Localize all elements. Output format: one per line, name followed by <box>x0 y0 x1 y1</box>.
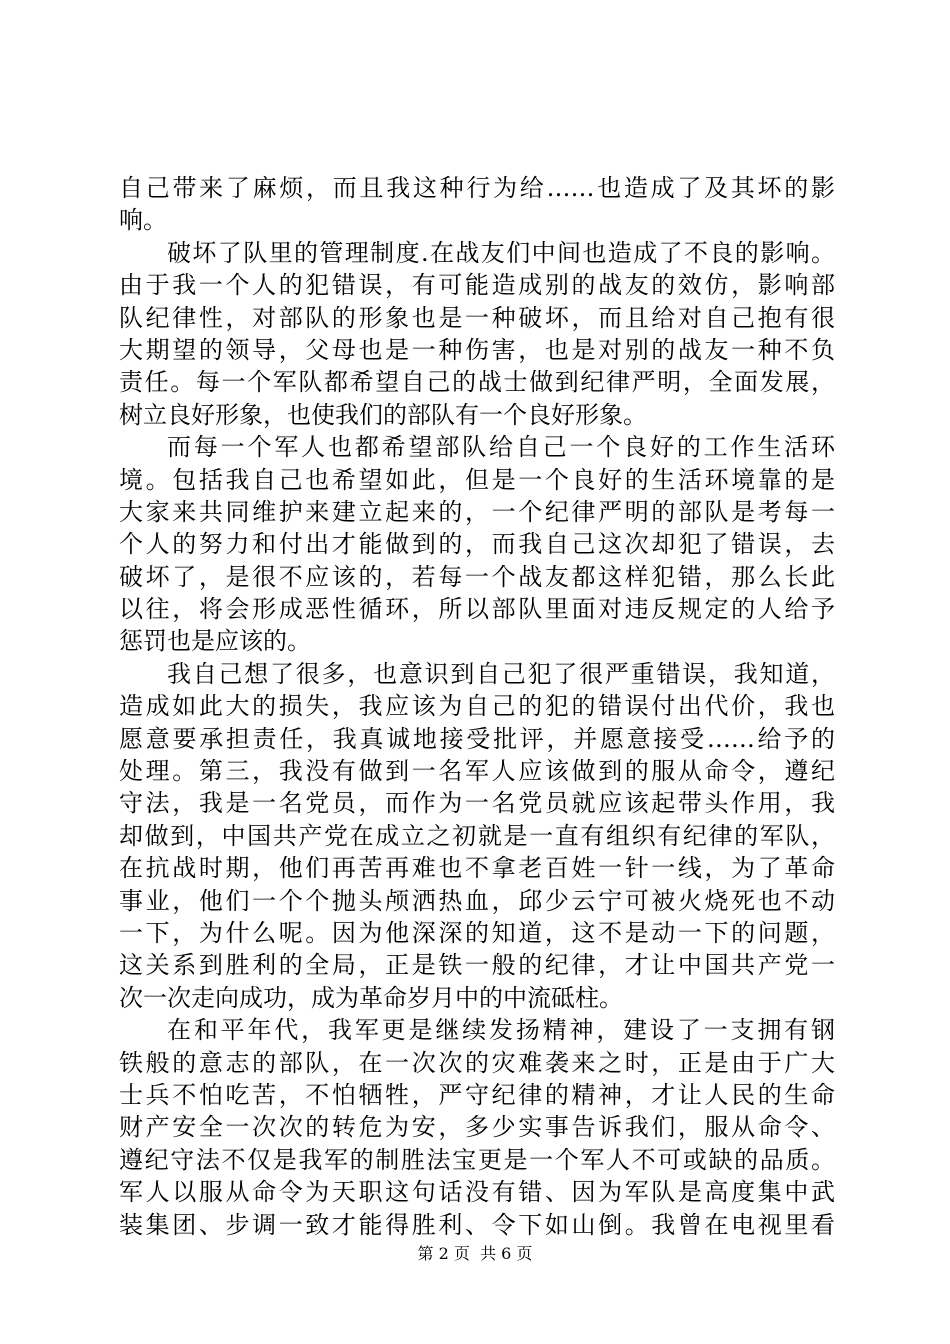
paragraph <box>119 237 835 431</box>
text-line: 遵纪守法不仅是我军的制胜法宝更是一个军人不可或缺的品质。 <box>119 1145 835 1174</box>
text-line: 守法，我是一名党员，而作为一名党员就应该起带头作用，我 <box>119 789 835 818</box>
text-line: 个人的努力和付出才能做到的，而我自己这次却犯了错误，去 <box>119 530 835 559</box>
text-line: 却做到，中国共产党在成立之初就是一直有组织有纪律的军队， <box>119 821 835 850</box>
text-line: 造成如此大的损失，我应该为自己的犯的错误付出代价，我也 <box>119 692 835 721</box>
text-line: 自己带来了麻烦，而且我这种行为给……也造成了及其坏的影 <box>119 174 835 202</box>
text-line: 一下，为什么呢。因为他深深的知道，这不是动一下的问题， <box>119 918 835 947</box>
text-line: 财产安全一次次的转危为安，多少实事告诉我们，服从命令、 <box>119 1113 835 1142</box>
text-line: 军人以服从命令为天职这句话没有错、因为军队是高度集中武 <box>119 1178 835 1207</box>
paragraph <box>119 658 835 1014</box>
text-line: 事业，他们一个个抛头颅洒热血，邱少云宁可被火烧死也不动 <box>119 886 835 915</box>
text-line: 大期望的领导，父母也是一种伤害，也是对别的战友一种不负 <box>119 335 835 364</box>
document-body <box>119 172 835 1241</box>
paragraph <box>119 1014 835 1241</box>
text-line: 士兵不怕吃苦，不怕牺牲，严守纪律的精神，才让人民的生命 <box>119 1080 835 1109</box>
text-line: 惩罚也是应该的。 <box>119 627 311 656</box>
text-line: 在抗战时期，他们再苦再难也不拿老百姓一针一线，为了革命 <box>119 854 835 883</box>
text-line: 而每一个军人也都希望部队给自己一个良好的工作生活环 <box>167 433 835 462</box>
paragraph <box>119 172 835 237</box>
text-line: 队纪律性，对部队的形象也是一种破坏，而且给对自己抱有很 <box>119 303 835 332</box>
text-line: 响。 <box>119 206 167 235</box>
page-footer: 第 2 页 共 6 页 <box>417 1244 533 1263</box>
text-line: 铁般的意志的部队，在一次次的灾难袭来之时，正是由于广大 <box>119 1048 835 1077</box>
text-line: 树立良好形象，也使我们的部队有一个良好形象。 <box>119 400 647 429</box>
text-line: 由于我一个人的犯错误，有可能造成别的战友的效仿，影响部 <box>119 271 835 300</box>
text-line: 我自己想了很多，也意识到自己犯了很严重错误，我知道， <box>167 659 835 688</box>
text-line: 处理。第三，我没有做到一名军人应该做到的服从命令，遵纪 <box>119 757 835 786</box>
text-line: 在和平年代，我军更是继续发扬精神，建设了一支拥有钢 <box>167 1016 835 1045</box>
text-line: 破坏了队里的管理制度.在战友们中间也造成了不良的影响。 <box>167 238 835 267</box>
text-line: 以往，将会形成恶性循环，所以部队里面对违反规定的人给予 <box>119 595 835 624</box>
text-line: 这关系到胜利的全局，正是铁一般的纪律，才让中国共产党一 <box>119 951 835 980</box>
text-line: 境。包括我自己也希望如此，但是一个良好的生活环境靠的是 <box>119 465 835 494</box>
text-line: 责任。每一个军队都希望自己的战士做到纪律严明，全面发展， <box>119 368 835 397</box>
text-line: 装集团、步调一致才能得胜利、令下如山倒。我曾在电视里看 <box>119 1210 835 1239</box>
text-line: 大家来共同维护来建立起来的，一个纪律严明的部队是考每一 <box>119 497 835 526</box>
text-line: 次一次走向成功，成为革命岁月中的中流砥柱。 <box>119 983 623 1012</box>
paragraph <box>119 431 835 658</box>
text-line: 破坏了，是很不应该的，若每一个战友都这样犯错，那么长此 <box>119 562 835 591</box>
text-line: 愿意要承担责任，我真诚地接受批评，并愿意接受……给予的 <box>119 724 835 753</box>
